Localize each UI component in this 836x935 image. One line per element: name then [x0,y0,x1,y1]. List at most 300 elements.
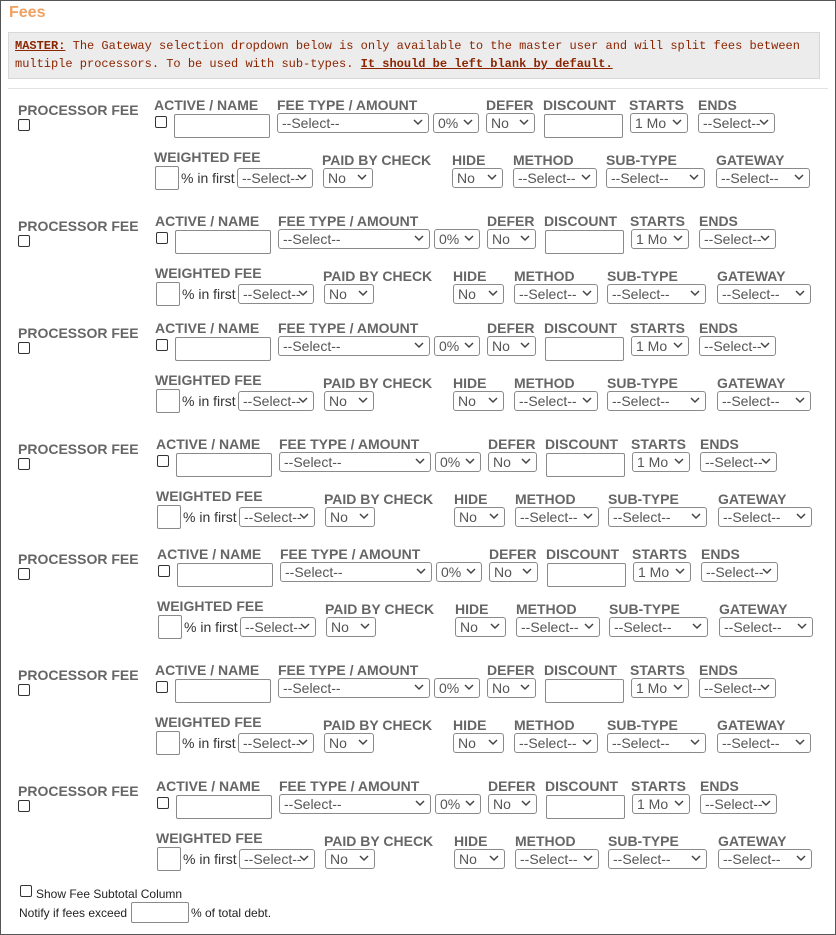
fee-type-select-value: --Select-- [285,564,343,580]
weighted-fee-input[interactable] [158,615,182,639]
method-select[interactable] [515,849,599,869]
starts-select[interactable] [631,336,689,356]
hide-select-value: No [459,851,477,867]
defer-select-value: No [492,338,510,354]
hide-label: HIDE [453,717,487,733]
active-name-label: ACTIVE / NAME [156,778,261,794]
fee-percent-select-value: 0% [439,231,460,247]
starts-label: STARTS [629,97,684,113]
show-subtotal-checkbox[interactable] [20,885,32,897]
fee-type-select-value: --Select-- [283,338,341,354]
paid-by-check-select[interactable] [326,617,376,637]
divider [8,88,828,89]
starts-label: STARTS [630,320,685,336]
paid-by-check-label: PAID BY CHECK [323,717,433,733]
master-label: MASTER: [15,39,66,53]
chevron-down-icon [358,739,368,746]
fee-percent-select-value: 0% [439,338,460,354]
paid-by-check-select[interactable] [324,733,374,753]
sub-type-select[interactable] [608,849,707,869]
active-checkbox[interactable] [156,681,168,693]
method-select[interactable] [514,284,598,304]
chevron-down-icon [759,119,769,126]
chevron-down-icon [359,855,369,862]
chevron-down-icon [582,397,592,404]
hide-select-value: No [460,619,478,635]
method-select-value: --Select-- [521,619,579,635]
starts-label: STARTS [631,778,686,794]
paid-by-check-select[interactable] [323,168,373,188]
fee-type-select[interactable] [279,794,431,814]
weighted-period-select-value: --Select-- [243,735,301,751]
active-checkbox[interactable] [156,232,168,244]
weighted-fee-label: WEIGHTED FEE [155,714,262,730]
chevron-down-icon [583,513,593,520]
starts-select[interactable] [631,229,689,249]
hide-label: HIDE [453,375,487,391]
starts-select-value: 1 Mo [636,338,668,354]
hide-select-value: No [458,735,476,751]
discount-label: DISCOUNT [544,213,618,229]
ends-label: ENDS [699,662,738,678]
active-name-label: ACTIVE / NAME [155,662,260,678]
active-checkbox[interactable] [155,116,167,128]
hide-select[interactable] [452,168,503,188]
fee-type-amount-label: FEE TYPE / AMOUNT [280,546,421,562]
fee-type-amount-label: FEE TYPE / AMOUNT [278,213,419,229]
fee-percent-select[interactable] [435,452,481,472]
processor-fee-label: PROCESSOR FEE [18,102,139,118]
fee-type-select[interactable] [277,113,429,133]
sub-type-label: SUB-TYPE [607,717,678,733]
starts-label: STARTS [630,662,685,678]
sub-type-select[interactable] [609,617,708,637]
gateway-label: GATEWAY [718,833,787,849]
chevron-down-icon [415,458,425,465]
hide-select[interactable] [454,507,505,527]
hide-label: HIDE [452,152,486,168]
processor-fee-checkbox[interactable] [18,684,30,696]
processor-fee-checkbox[interactable] [18,568,30,580]
hide-select[interactable] [453,733,504,753]
weighted-period-select[interactable] [238,284,314,304]
chevron-down-icon [358,290,368,297]
gateway-select-value: --Select-- [724,619,782,635]
gateway-select-value: --Select-- [722,393,780,409]
processor-fee-label: PROCESSOR FEE [18,667,139,683]
chevron-down-icon [464,342,474,349]
page-title: Fees [9,4,46,21]
defer-select[interactable] [487,229,536,249]
weighted-period-select-value: --Select-- [244,851,302,867]
method-label: METHOD [514,375,575,391]
chevron-down-icon [489,513,499,520]
chevron-down-icon [690,397,700,404]
fee-name-input[interactable] [174,114,270,138]
fee-type-select-value: --Select-- [284,454,342,470]
defer-select[interactable] [488,794,537,814]
fee-name-input[interactable] [176,795,272,819]
in-first-text: % in first [184,619,238,635]
chevron-down-icon [521,458,531,465]
processor-fee-group [1,662,836,772]
starts-select[interactable] [631,678,689,698]
defer-select[interactable] [487,336,536,356]
fee-percent-select-value: 0% [439,680,460,696]
method-select[interactable] [514,733,598,753]
weighted-fee-label: WEIGHTED FEE [155,372,262,388]
chevron-down-icon [796,855,806,862]
weighted-period-select-value: --Select-- [245,619,303,635]
processor-fee-label: PROCESSOR FEE [18,441,139,457]
discount-label: DISCOUNT [543,97,617,113]
starts-select-value: 1 Mo [637,796,669,812]
fee-percent-select[interactable] [434,336,480,356]
method-select[interactable] [515,507,599,527]
fee-percent-select[interactable] [434,678,480,698]
starts-select-value: 1 Mo [636,231,668,247]
chevron-down-icon [488,739,498,746]
chevron-down-icon [674,458,684,465]
active-name-label: ACTIVE / NAME [154,97,259,113]
fee-percent-select-value: 0% [441,564,462,580]
chevron-down-icon [797,623,807,630]
chevron-down-icon [299,855,309,862]
ends-select[interactable] [699,229,776,249]
gateway-select[interactable] [718,849,812,869]
ends-select-value: --Select-- [704,231,762,247]
notify-label: Notify if fees exceed [19,906,128,920]
fee-type-select[interactable] [278,336,430,356]
discount-input[interactable] [546,453,625,477]
fee-percent-select-value: 0% [440,796,461,812]
defer-select-value: No [493,796,511,812]
gateway-label: GATEWAY [718,491,787,507]
processor-fee-checkbox[interactable] [18,235,30,247]
weighted-fee-label: WEIGHTED FEE [154,149,261,165]
defer-select-value: No [491,115,509,131]
method-label: METHOD [515,833,576,849]
defer-select[interactable] [489,562,538,582]
ends-select[interactable] [700,452,777,472]
chevron-down-icon [673,684,683,691]
weighted-period-select-value: --Select-- [244,509,302,525]
method-label: METHOD [514,268,575,284]
hide-select[interactable] [453,284,504,304]
ends-select[interactable] [698,113,775,133]
paid-by-check-label: PAID BY CHECK [322,152,432,168]
fee-type-select[interactable] [279,452,431,472]
gateway-select[interactable] [719,617,813,637]
chevron-down-icon [795,290,805,297]
weighted-period-select-value: --Select-- [242,170,300,186]
starts-select[interactable] [633,562,691,582]
fee-type-select-value: --Select-- [283,231,341,247]
discount-label: DISCOUNT [544,662,618,678]
starts-label: STARTS [632,546,687,562]
paid-by-check-label: PAID BY CHECK [323,268,433,284]
fee-name-input[interactable] [175,679,271,703]
chevron-down-icon [357,174,367,181]
chevron-down-icon [416,568,426,575]
ends-label: ENDS [699,213,738,229]
hide-select[interactable] [453,391,504,411]
chevron-down-icon [761,800,771,807]
gateway-select-value: --Select-- [721,170,779,186]
defer-label: DEFER [487,213,535,229]
sub-type-label: SUB-TYPE [607,268,678,284]
fee-type-select[interactable] [280,562,432,582]
ends-select-value: --Select-- [704,338,762,354]
discount-input[interactable] [545,230,624,254]
method-select[interactable] [514,391,598,411]
chevron-down-icon [672,119,682,126]
fee-percent-select-value: 0% [440,454,461,470]
weighted-fee-input[interactable] [156,282,180,306]
hide-select[interactable] [455,617,506,637]
weighted-fee-input[interactable] [156,389,180,413]
fee-type-select-value: --Select-- [284,796,342,812]
chevron-down-icon [760,684,770,691]
chevron-down-icon [692,623,702,630]
chevron-down-icon [761,458,771,465]
gateway-select[interactable] [716,168,810,188]
ends-select-value: --Select-- [705,796,763,812]
chevron-down-icon [360,623,370,630]
discount-label: DISCOUNT [544,320,618,336]
sub-type-select-value: --Select-- [612,286,670,302]
in-first-text: % in first [183,509,237,525]
active-name-label: ACTIVE / NAME [155,213,260,229]
fee-type-amount-label: FEE TYPE / AMOUNT [279,778,420,794]
defer-label: DEFER [488,778,536,794]
fee-type-select[interactable] [278,678,430,698]
sub-type-select-value: --Select-- [612,735,670,751]
ends-select[interactable] [700,794,777,814]
discount-input[interactable] [547,563,626,587]
chevron-down-icon [358,397,368,404]
hide-label: HIDE [454,491,488,507]
hide-label: HIDE [453,268,487,284]
gateway-select[interactable] [717,284,811,304]
weighted-period-select[interactable] [239,849,315,869]
starts-select[interactable] [630,113,688,133]
paid-by-check-label: PAID BY CHECK [324,833,434,849]
fee-percent-select[interactable] [436,562,482,582]
processor-fee-group [1,97,836,207]
processor-fee-group [1,778,836,888]
starts-select[interactable] [632,452,690,472]
chevron-down-icon [521,800,531,807]
defer-label: DEFER [487,662,535,678]
weighted-period-select[interactable] [239,507,315,527]
defer-select-value: No [493,454,511,470]
hide-label: HIDE [455,601,489,617]
chevron-down-icon [298,397,308,404]
processor-fee-label: PROCESSOR FEE [18,218,139,234]
chevron-down-icon [760,235,770,242]
chevron-down-icon [689,174,699,181]
gateway-label: GATEWAY [716,152,785,168]
sub-type-select[interactable] [606,168,705,188]
sub-type-label: SUB-TYPE [606,152,677,168]
chevron-down-icon [520,342,530,349]
paid-by-check-select[interactable] [325,849,375,869]
weighted-period-select[interactable] [238,733,314,753]
defer-select[interactable] [487,678,536,698]
defer-select[interactable] [488,452,537,472]
active-checkbox[interactable] [156,339,168,351]
chevron-down-icon [690,290,700,297]
method-label: METHOD [515,491,576,507]
chevron-down-icon [488,290,498,297]
chevron-down-icon [795,739,805,746]
sub-type-select[interactable] [607,391,706,411]
method-label: METHOD [516,601,577,617]
method-select-value: --Select-- [520,509,578,525]
defer-label: DEFER [489,546,537,562]
ends-select[interactable] [699,678,776,698]
paid-by-check-label: PAID BY CHECK [325,601,435,617]
fee-percent-select[interactable] [434,229,480,249]
defer-select-value: No [494,564,512,580]
starts-select-value: 1 Mo [635,115,667,131]
fee-name-input[interactable] [175,337,271,361]
discount-input[interactable] [545,679,624,703]
ends-select-value: --Select-- [706,564,764,580]
processor-fee-group [1,320,836,430]
weighted-fee-input[interactable] [157,505,181,529]
defer-select-value: No [492,231,510,247]
starts-label: STARTS [630,213,685,229]
processor-fee-checkbox[interactable] [18,119,30,131]
chevron-down-icon [691,513,701,520]
notify-threshold-input[interactable] [131,902,189,923]
paid-by-check-select[interactable] [324,391,374,411]
weighted-fee-label: WEIGHTED FEE [156,488,263,504]
chevron-down-icon [795,397,805,404]
fee-type-amount-label: FEE TYPE / AMOUNT [278,662,419,678]
ends-select[interactable] [699,336,776,356]
method-label: METHOD [513,152,574,168]
sub-type-select[interactable] [607,284,706,304]
gateway-select-value: --Select-- [722,286,780,302]
processor-fee-checkbox[interactable] [18,458,30,470]
processor-fee-checkbox[interactable] [18,342,30,354]
sub-type-label: SUB-TYPE [609,601,680,617]
ends-select[interactable] [701,562,778,582]
starts-select[interactable] [632,794,690,814]
method-select[interactable] [513,168,597,188]
ends-select-value: --Select-- [705,454,763,470]
chevron-down-icon [464,684,474,691]
notice-emphasis: It should be left blank by default. [360,57,613,71]
sub-type-select[interactable] [607,733,706,753]
weighted-fee-input[interactable] [155,166,179,190]
method-select-value: --Select-- [520,851,578,867]
defer-label: DEFER [488,436,536,452]
sub-type-select-value: --Select-- [613,851,671,867]
chevron-down-icon [414,235,424,242]
paid-by-check-select-value: No [331,619,349,635]
paid-by-check-select[interactable] [324,284,374,304]
show-subtotal-label: Show Fee Subtotal Column [36,887,183,901]
chevron-down-icon [519,119,529,126]
starts-select-value: 1 Mo [636,680,668,696]
hide-select[interactable] [454,849,505,869]
processor-fee-checkbox[interactable] [18,800,30,812]
ends-label: ENDS [698,97,737,113]
sub-type-label: SUB-TYPE [608,491,679,507]
active-checkbox[interactable] [157,455,169,467]
chevron-down-icon [414,684,424,691]
weighted-fee-input[interactable] [156,731,180,755]
processor-fee-label: PROCESSOR FEE [18,325,139,341]
discount-label: DISCOUNT [545,778,619,794]
discount-input[interactable] [544,114,623,138]
weighted-period-select[interactable] [237,168,313,188]
active-name-label: ACTIVE / NAME [156,436,261,452]
paid-by-check-label: PAID BY CHECK [324,491,434,507]
method-select-value: --Select-- [518,170,576,186]
chevron-down-icon [581,174,591,181]
chevron-down-icon [414,342,424,349]
defer-select[interactable] [486,113,535,133]
paid-by-check-select[interactable] [325,507,375,527]
method-select[interactable] [516,617,600,637]
discount-input[interactable] [545,337,624,361]
in-first-text: % in first [183,851,237,867]
gateway-select[interactable] [717,391,811,411]
notice-text: The Gateway selection dropdown below is only available to the master user and will split fees between multiple processors. To be used with sub-types. [15,39,800,71]
fee-type-amount-label: FEE TYPE / AMOUNT [279,436,420,452]
weighted-period-select[interactable] [238,391,314,411]
in-first-text: % in first [181,170,235,186]
weighted-period-select[interactable] [240,617,316,637]
gateway-select[interactable] [717,733,811,753]
discount-input[interactable] [546,795,625,819]
fee-type-select-value: --Select-- [282,115,340,131]
gateway-select[interactable] [718,507,812,527]
active-checkbox[interactable] [158,565,170,577]
fee-percent-select[interactable] [435,794,481,814]
chevron-down-icon [760,342,770,349]
weighted-fee-label: WEIGHTED FEE [156,830,263,846]
fee-percent-select[interactable] [433,113,479,133]
in-first-text: % in first [182,393,236,409]
paid-by-check-select-value: No [329,286,347,302]
defer-label: DEFER [487,320,535,336]
gateway-label: GATEWAY [717,375,786,391]
chevron-down-icon [490,623,500,630]
fee-name-input[interactable] [177,563,273,587]
chevron-down-icon [762,568,772,575]
chevron-down-icon [487,174,497,181]
discount-label: DISCOUNT [545,436,619,452]
chevron-down-icon [359,513,369,520]
active-checkbox[interactable] [157,797,169,809]
sub-type-select[interactable] [608,507,707,527]
weighted-fee-input[interactable] [157,847,181,871]
chevron-down-icon [489,855,499,862]
chevron-down-icon [674,800,684,807]
processor-fee-label: PROCESSOR FEE [18,783,139,799]
fee-name-input[interactable] [175,230,271,254]
gateway-select-value: --Select-- [722,735,780,751]
fee-percent-select-value: 0% [438,115,459,131]
fee-name-input[interactable] [176,453,272,477]
fee-type-select[interactable] [278,229,430,249]
